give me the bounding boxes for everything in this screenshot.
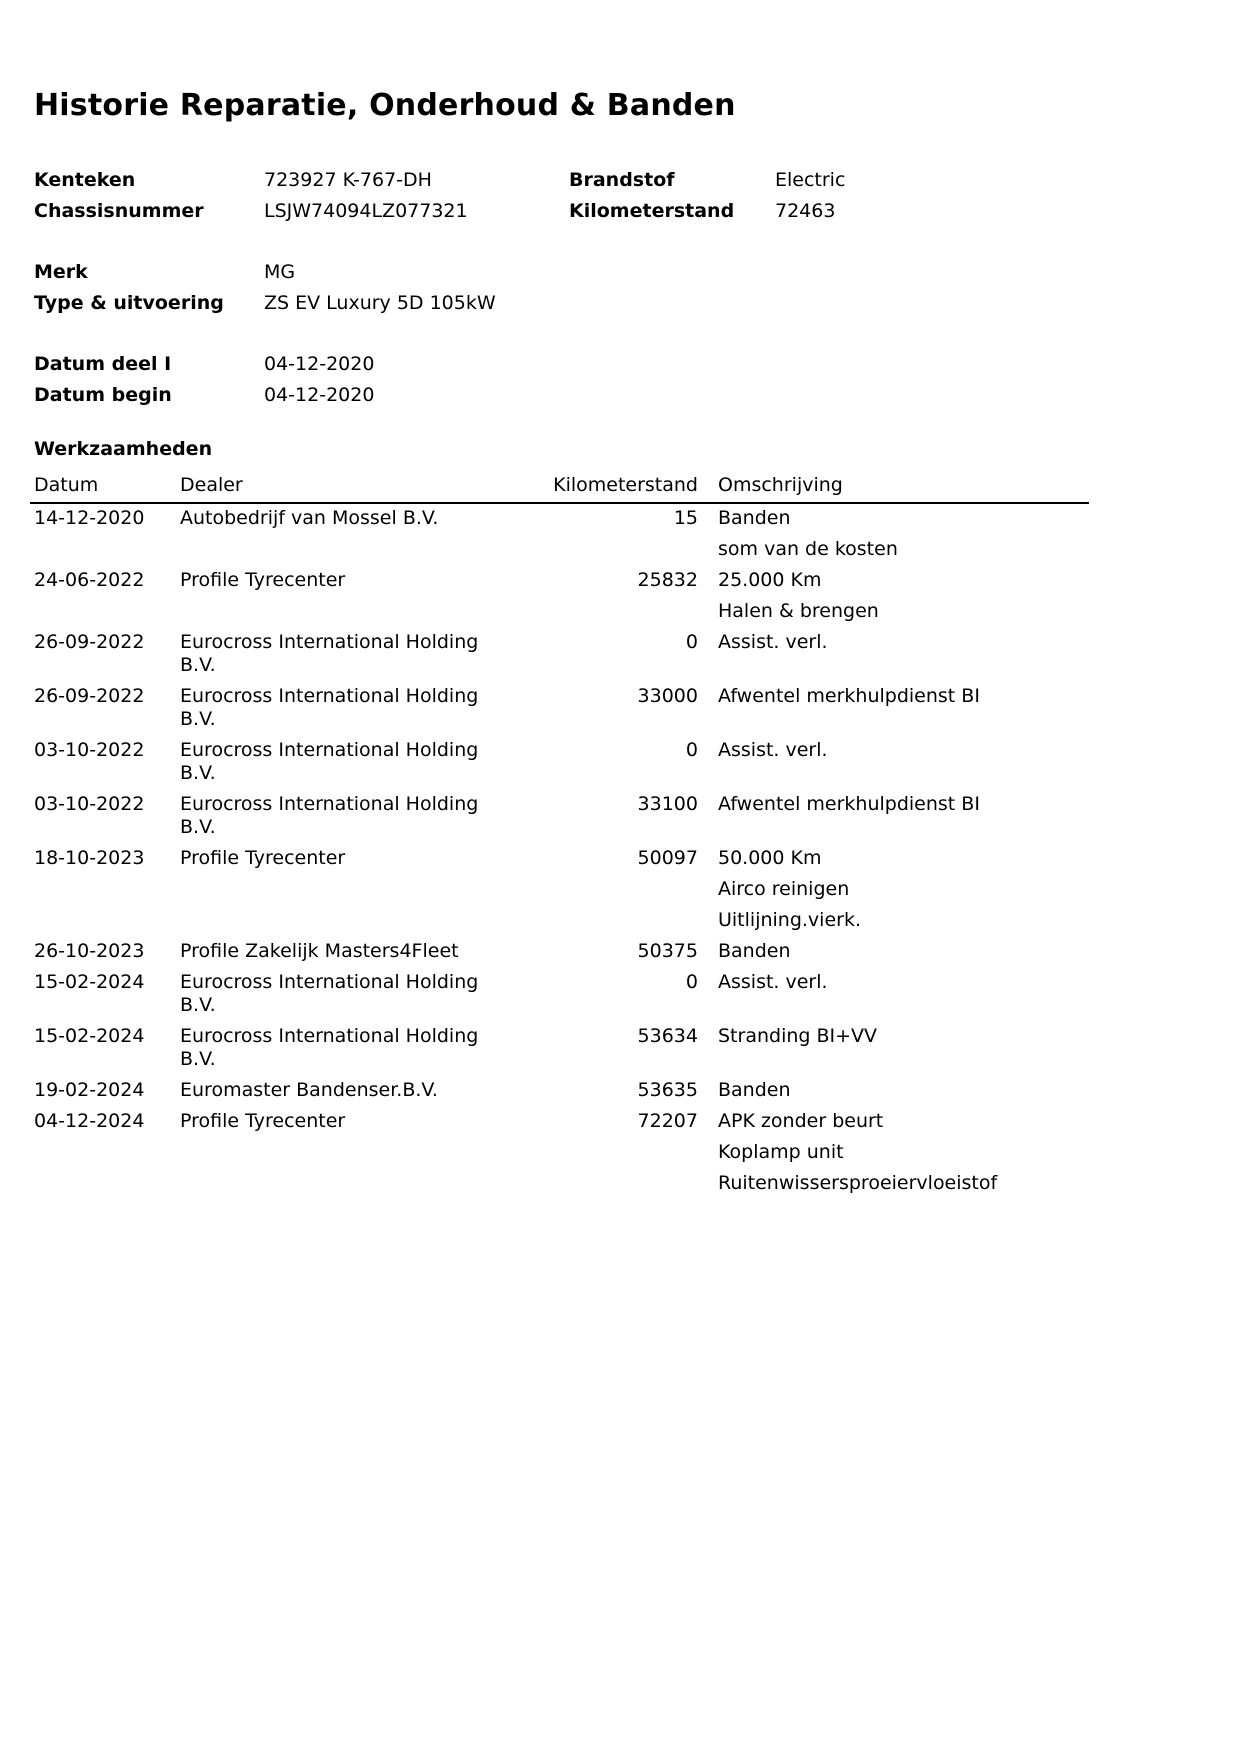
row-dealer: Eurocross International Holding B.V. xyxy=(180,739,479,784)
omschrijving-line: Afwentel merkhulpdienst BI xyxy=(718,685,980,707)
row-kilometerstand: 50097 xyxy=(637,847,698,869)
row-dealer: Autobedrijf van Mossel B.V. xyxy=(180,507,439,529)
page-title: Historie Reparatie, Onderhoud & Banden xyxy=(34,88,736,123)
row-omschrijving xyxy=(718,507,1218,569)
omschrijving-line: Airco reinigen xyxy=(718,878,850,900)
omschrijving-line: Stranding BI+VV xyxy=(718,1025,878,1047)
datum-deel-label: Datum deel I xyxy=(34,353,172,375)
omschrijving-line: 50.000 Km xyxy=(718,847,822,869)
row-dealer: Eurocross International Holding B.V. xyxy=(180,971,479,1016)
row-datum: 14-12-2020 xyxy=(34,507,145,529)
row-dealer: Euromaster Bandenser.B.V. xyxy=(180,1079,438,1101)
row-dealer: Eurocross International Holding B.V. xyxy=(180,631,479,676)
row-datum: 26-09-2022 xyxy=(34,685,145,707)
chassis-label: Chassisnummer xyxy=(34,200,204,222)
row-kilometerstand: 53634 xyxy=(637,1025,698,1047)
omschrijving-line: APK zonder beurt xyxy=(718,1110,884,1132)
row-dealer: Eurocross International Holding B.V. xyxy=(180,793,479,838)
row-omschrijving xyxy=(718,1079,1218,1110)
chassis-value: LSJW74094LZ077321 xyxy=(264,200,468,222)
kilometerstand-label: Kilometerstand xyxy=(569,200,735,222)
row-omschrijving xyxy=(718,685,1218,716)
row-omschrijving xyxy=(718,847,1218,940)
omschrijving-line: Banden xyxy=(718,507,791,529)
row-omschrijving xyxy=(718,569,1218,631)
row-kilometerstand: 0 xyxy=(685,631,698,653)
row-omschrijving xyxy=(718,940,1218,971)
row-dealer: Profile Tyrecenter xyxy=(180,1110,346,1132)
row-kilometerstand: 25832 xyxy=(637,569,698,591)
row-omschrijving xyxy=(718,971,1218,1002)
row-datum: 03-10-2022 xyxy=(34,793,145,815)
kenteken-label: Kenteken xyxy=(34,169,136,191)
column-header-dealer: Dealer xyxy=(180,474,243,496)
werkzaamheden-heading: Werkzaamheden xyxy=(34,438,213,460)
row-dealer: Profile Tyrecenter xyxy=(180,847,346,869)
row-dealer: Profile Tyrecenter xyxy=(180,569,346,591)
merk-label: Merk xyxy=(34,261,88,283)
row-dealer: Eurocross International Holding B.V. xyxy=(180,1025,479,1070)
row-datum: 15-02-2024 xyxy=(34,971,145,993)
omschrijving-line: 25.000 Km xyxy=(718,569,822,591)
row-omschrijving xyxy=(718,1110,1218,1203)
omschrijving-line: Koplamp unit xyxy=(718,1141,844,1163)
row-datum: 26-09-2022 xyxy=(34,631,145,653)
omschrijving-line: Ruitenwissersproeiervloeistof xyxy=(718,1172,998,1194)
row-kilometerstand: 33000 xyxy=(637,685,698,707)
row-datum: 19-02-2024 xyxy=(34,1079,145,1101)
brandstof-label: Brandstof xyxy=(569,169,675,191)
column-header-datum: Datum xyxy=(34,474,99,496)
row-datum: 15-02-2024 xyxy=(34,1025,145,1047)
row-kilometerstand: 15 xyxy=(673,507,698,529)
column-header-omschrijving: Omschrijving xyxy=(718,474,843,496)
datum-deel-value: 04-12-2020 xyxy=(264,353,375,375)
kenteken-value: 723927 K-767-DH xyxy=(264,169,432,191)
row-omschrijving xyxy=(718,1025,1218,1056)
datum-begin-value: 04-12-2020 xyxy=(264,384,375,406)
omschrijving-line: Halen & brengen xyxy=(718,600,879,622)
omschrijving-line: Assist. verl. xyxy=(718,971,828,993)
kilometerstand-value: 72463 xyxy=(775,200,836,222)
omschrijving-line: Assist. verl. xyxy=(718,631,828,653)
row-kilometerstand: 33100 xyxy=(637,793,698,815)
type-label: Type & uitvoering xyxy=(34,292,224,314)
row-omschrijving xyxy=(718,631,1218,662)
row-kilometerstand: 50375 xyxy=(637,940,698,962)
row-datum: 18-10-2023 xyxy=(34,847,145,869)
column-header-kilometerstand: Kilometerstand xyxy=(553,474,698,496)
row-dealer: Eurocross International Holding B.V. xyxy=(180,685,479,730)
omschrijving-line: som van de kosten xyxy=(718,538,898,560)
omschrijving-line: Assist. verl. xyxy=(718,739,828,761)
omschrijving-line: Uitlijning.vierk. xyxy=(718,909,862,931)
merk-value: MG xyxy=(264,261,296,283)
header-divider xyxy=(30,502,1089,504)
row-datum: 24-06-2022 xyxy=(34,569,145,591)
type-value: ZS EV Luxury 5D 105kW xyxy=(264,292,496,314)
row-datum: 26-10-2023 xyxy=(34,940,145,962)
row-datum: 03-10-2022 xyxy=(34,739,145,761)
row-omschrijving xyxy=(718,739,1218,770)
row-kilometerstand: 72207 xyxy=(637,1110,698,1132)
omschrijving-line: Banden xyxy=(718,1079,791,1101)
row-dealer: Profile Zakelijk Masters4Fleet xyxy=(180,940,459,962)
row-kilometerstand: 0 xyxy=(685,971,698,993)
row-kilometerstand: 0 xyxy=(685,739,698,761)
omschrijving-line: Banden xyxy=(718,940,791,962)
omschrijving-line: Afwentel merkhulpdienst BI xyxy=(718,793,980,815)
brandstof-value: Electric xyxy=(775,169,846,191)
row-kilometerstand: 53635 xyxy=(637,1079,698,1101)
row-datum: 04-12-2024 xyxy=(34,1110,145,1132)
row-omschrijving xyxy=(718,793,1218,824)
datum-begin-label: Datum begin xyxy=(34,384,172,406)
